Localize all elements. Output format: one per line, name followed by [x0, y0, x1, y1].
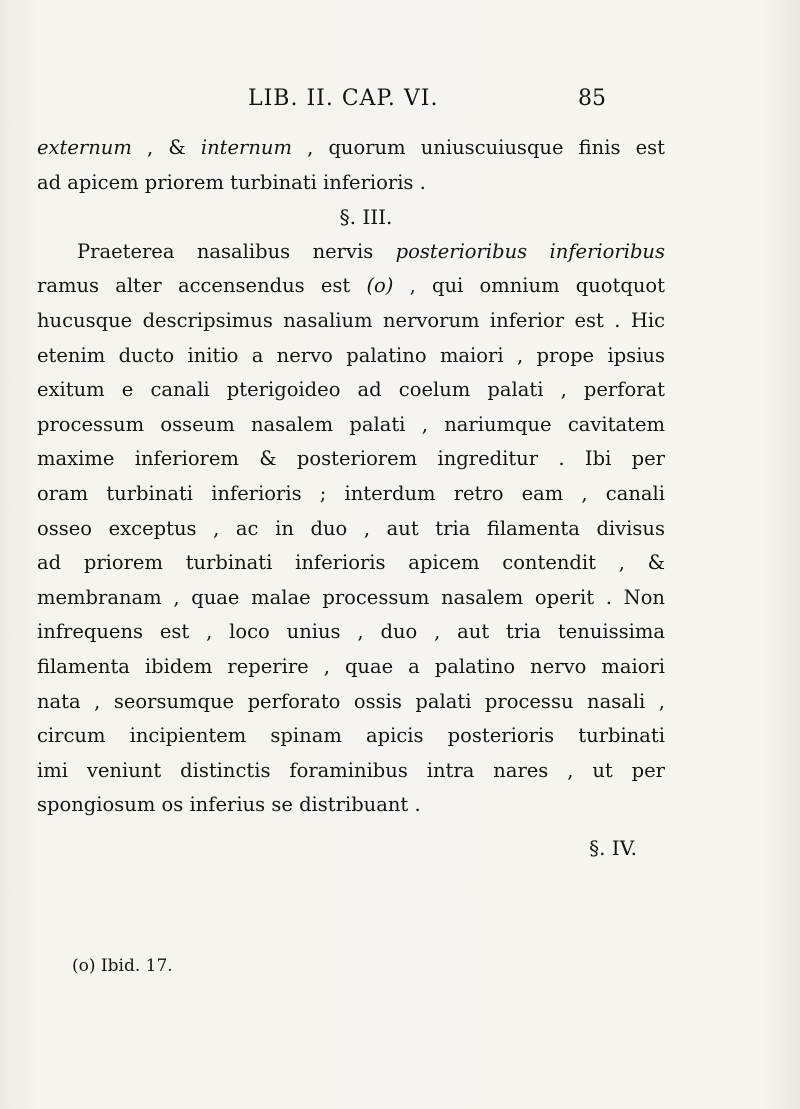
text-run: maxime inferiorem & posteriorem ingreditur . Ibi per [37, 447, 665, 471]
text-line [37, 235, 665, 270]
section-heading: §. III. [339, 205, 393, 230]
text-run: infrequens est , loco unius , duo , aut tria tenuissima [37, 620, 665, 644]
text-run: , qui omnium quotquot [393, 274, 665, 298]
text-line [37, 546, 665, 581]
text-run: ramus alter accensendus est [37, 274, 367, 298]
italic-term: (o) [366, 274, 394, 298]
text-run: imi veniunt distinctis foraminibus intra nares , ut per [37, 758, 665, 782]
text-run: etenim ducto initio a nervo palatino maiori , prope ipsius [37, 343, 665, 367]
text-run: nata , seorsumque perforato ossis palati processu nasali , [37, 689, 665, 713]
text-line [37, 339, 665, 374]
text-run: ad apicem priorem turbinati inferioris . [37, 170, 426, 194]
text-line [37, 512, 665, 547]
text-run: Praeterea nasalibus nervis [77, 239, 396, 263]
italic-term: posterioribus inferioribus [395, 239, 665, 263]
section-heading: §. IV. [589, 835, 637, 860]
body-text [37, 131, 665, 865]
text-run: filamenta ibidem reperire , quae a palatino nervo maiori [37, 654, 665, 678]
text-line [37, 408, 665, 443]
page-header [0, 86, 800, 120]
text-line [37, 131, 665, 166]
running-head: LIB. II. CAP. VI. [248, 86, 439, 111]
text-line [37, 442, 665, 477]
text-run: membranam , quae malae processum nasalem operit . Non [37, 585, 665, 609]
text-run: oram turbinati inferioris ; interdum retro eam , canali [37, 481, 665, 505]
text-run: processum osseum nasalem palati , nariumque cavitatem [37, 412, 665, 436]
text-line [37, 615, 665, 650]
text-line [37, 719, 665, 754]
footnote: (o) Ibid. 17. [72, 956, 173, 976]
text-line [37, 581, 665, 616]
text-run: circum incipientem spinam apicis posterioris turbinati [37, 724, 665, 748]
text-run: , & [131, 136, 201, 159]
text-run: spongiosum os inferius se distribuant . [37, 793, 421, 817]
text-run: , quorum uniuscuiusque finis est [291, 136, 665, 159]
page-number: 85 [578, 86, 606, 111]
text-line [37, 685, 665, 720]
italic-term: internum [200, 136, 292, 159]
text-line [37, 304, 665, 339]
italic-term: externum [37, 136, 132, 159]
text-run: osseo exceptus , ac in duo , aut tria filamenta divisus [37, 516, 665, 540]
text-line [37, 650, 665, 685]
text-line [37, 477, 665, 512]
text-line [37, 754, 665, 789]
text-line [37, 269, 665, 304]
text-line [37, 166, 665, 201]
text-run: ad priorem turbinati inferioris apicem contendit , & [37, 551, 665, 575]
text-line [37, 788, 665, 823]
text-run: exitum e canali pterigoideo ad coelum palati , perforat [37, 378, 665, 402]
text-line [37, 373, 665, 408]
text-run: hucusque descripsimus nasalium nervorum inferior est . Hic [37, 308, 665, 332]
